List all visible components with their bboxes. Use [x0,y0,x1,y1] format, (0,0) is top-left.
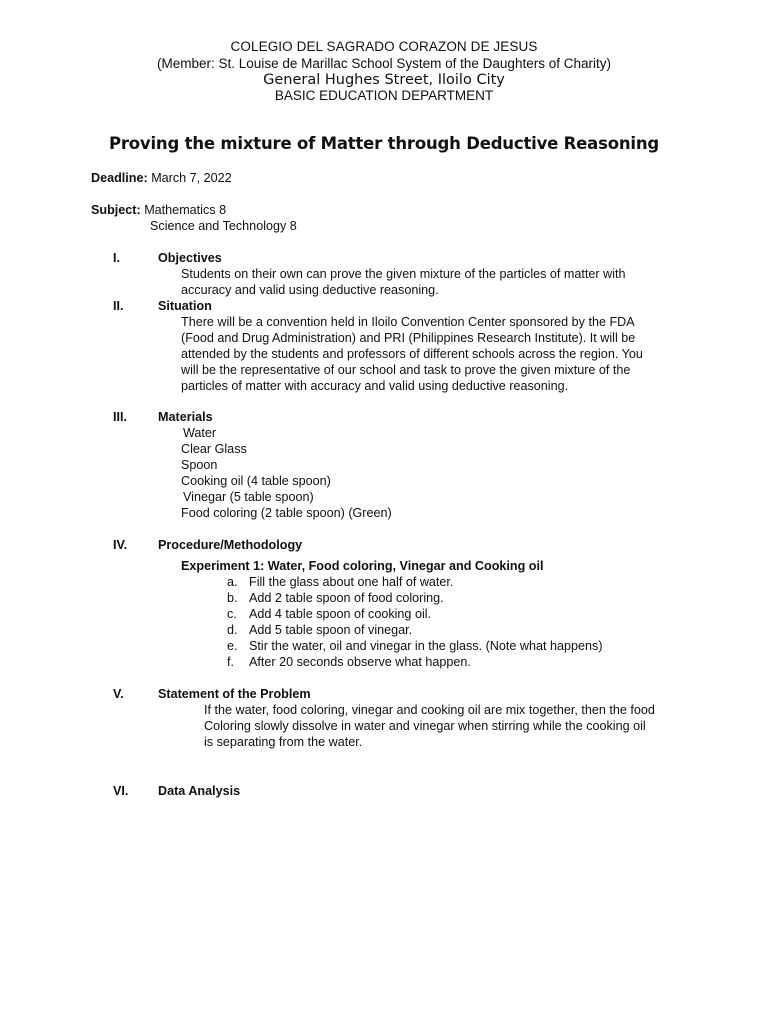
material-item: Cooking oil (4 table spoon) [181,474,331,488]
deadline-line [91,170,232,186]
material-item: Clear Glass [181,442,247,456]
problem-heading: Statement of the Problem [158,687,311,701]
situation-line: attended by the students and professors of different schools across the region. You [181,347,643,361]
analysis-heading: Data Analysis [158,784,241,798]
problem-line: Coloring slowly dissolve in water and vinegar when stirring while the cooking oil [204,719,646,733]
section-numeral: III. [113,410,127,424]
objectives-line: Students on their own can prove the given mixture of the particles of matter with [181,267,626,281]
materials-heading: Materials [158,410,213,424]
subject-label: Subject: [91,203,141,217]
document-title: Proving the mixture of Matter through Deductive Reasoning [108,134,660,153]
objectives-line: accuracy and valid using deductive reasoning. [181,283,439,297]
problem-line: is separating from the water. [204,735,363,749]
school-name: COLEGIO DEL SAGRADO CORAZON DE JESUS [230,39,538,54]
step-marker: a. [227,575,238,589]
situation-line: There will be a convention held in Iloilo Convention Center sponsored by the FDA [181,315,635,329]
step-text: After 20 seconds observe what happen. [249,655,471,669]
school-membership: (Member: St. Louise de Marillac School System of the Daughters of Charity) [157,56,611,71]
step-marker: d. [227,623,238,637]
section-numeral: V. [113,687,124,701]
section-numeral: VI. [113,784,129,798]
school-address: General Hughes Street, Iloilo City [263,72,505,88]
material-item: Water [183,426,217,440]
department-name: BASIC EDUCATION DEPARTMENT [274,88,494,103]
situation-line: particles of matter with accuracy and valid using deductive reasoning. [181,379,569,393]
subject-value: Science and Technology 8 [150,219,297,233]
step-marker: c. [227,607,237,621]
subject-line [91,202,226,218]
step-marker: e. [227,639,238,653]
step-text: Fill the glass about one half of water. [249,575,454,589]
material-item: Spoon [181,458,218,472]
step-text: Add 4 table spoon of cooking oil. [249,607,432,621]
step-text: Stir the water, oil and vinegar in the glass. (Note what happens) [249,639,603,653]
situation-line: will be the representative of our school and task to prove the given mixture of the [181,363,631,377]
material-item: Food coloring (2 table spoon) (Green) [181,506,392,520]
deadline-value: March 7, 2022 [151,171,232,185]
section-numeral: IV. [113,538,128,552]
step-text: Add 2 table spoon of food coloring. [249,591,444,605]
section-numeral: I. [113,251,120,265]
experiment-title: Experiment 1: Water, Food coloring, Vinegar and Cooking oil [181,559,544,573]
deadline-label: Deadline: [91,171,148,185]
problem-line: If the water, food coloring, vinegar and cooking oil are mix together, then the food [204,703,655,717]
step-marker: b. [227,591,238,605]
situation-line: (Food and Drug Administration) and PRI (Philippines Research Institute). It will be [181,331,636,345]
step-marker: f. [227,655,234,669]
procedure-heading: Procedure/Methodology [158,538,303,552]
section-numeral: II. [113,299,124,313]
subject-value: Mathematics 8 [144,203,227,217]
step-text: Add 5 table spoon of vinegar. [249,623,413,637]
material-item: Vinegar (5 table spoon) [183,490,314,504]
objectives-heading: Objectives [158,251,222,265]
situation-heading: Situation [158,299,212,313]
